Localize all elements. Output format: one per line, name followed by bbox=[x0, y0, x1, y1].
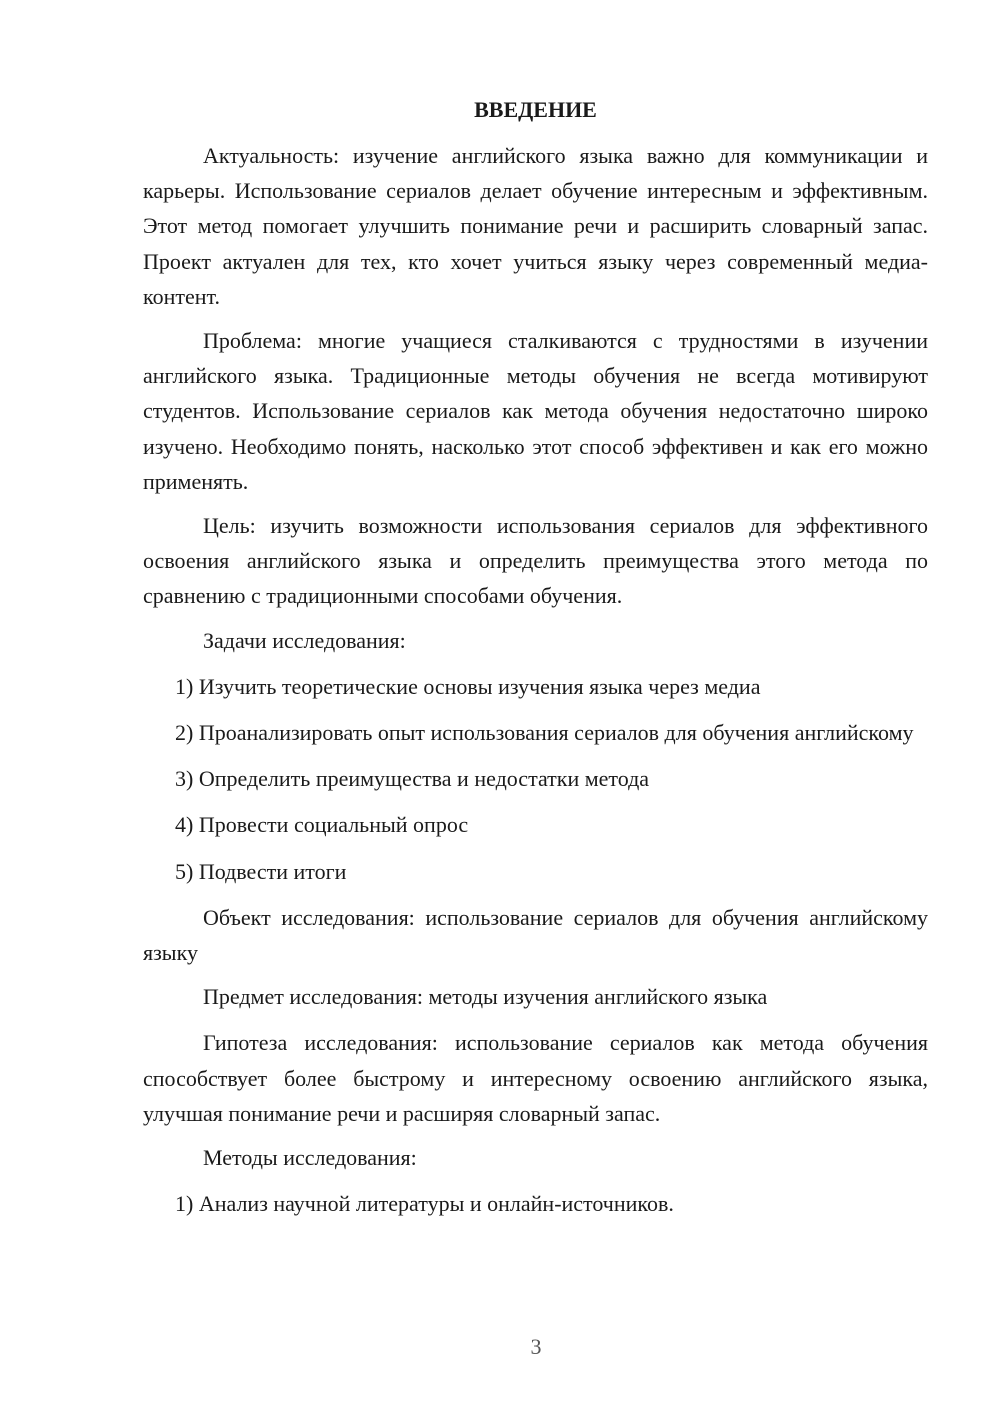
task-item-3: 3) Определить преимущества и недостатки метода bbox=[175, 766, 650, 792]
method-item-1: 1) Анализ научной литературы и онлайн-источников. bbox=[175, 1191, 674, 1217]
tasks-heading: Задачи исследования: bbox=[203, 627, 406, 653]
goal-paragraph: Цель: изучить возможности использования сериалов для эффективного освоения английского языка и определить преимущества этого метода по сравнению с традиционными способами обучения. bbox=[143, 513, 928, 609]
subject-paragraph: Предмет исследования: методы изучения английского языка bbox=[203, 984, 768, 1010]
methods-heading: Методы исследования: bbox=[203, 1145, 417, 1171]
relevance-paragraph: Актуальность: изучение английского языка важно для коммуникации и карьеры. Использование сериалов делает обучение интересным и эффективным. Этот метод помогает улучшить понимание речи и расширить словарный запас. Проект актуален для тех, кто хочет учиться языку через современный медиа-контент. bbox=[143, 143, 928, 309]
task-item-2: 2) Проанализировать опыт использования сериалов для обучения английскому bbox=[175, 720, 914, 746]
section-title: ВВЕДЕНИЕ bbox=[474, 97, 597, 122]
task-item-5: 5) Подвести итоги bbox=[175, 858, 347, 884]
task-item-4: 4) Провести социальный опрос bbox=[175, 812, 469, 838]
task-item-1: 1) Изучить теоретические основы изучения языка через медиа bbox=[175, 673, 761, 699]
page-number: 3 bbox=[530, 1334, 542, 1359]
problem-paragraph: Проблема: многие учащиеся сталкиваются с трудностями в изучении английского языка. Традиционные методы обучения не всегда мотивируют студентов. Использование сериалов как метода обучения недостаточно широко изучено. Необходимо понять, насколько этот способ эффективен и как его можно применять. bbox=[143, 328, 928, 494]
object-paragraph: Объект исследования: использование сериалов для обучения английскому языку bbox=[143, 904, 928, 966]
hypothesis-paragraph: Гипотеза исследования: использование сериалов как метода обучения способствует более быстрому и интересному освоению английского языка, улучшая понимание речи и расширяя словарный запас. bbox=[143, 1030, 928, 1126]
